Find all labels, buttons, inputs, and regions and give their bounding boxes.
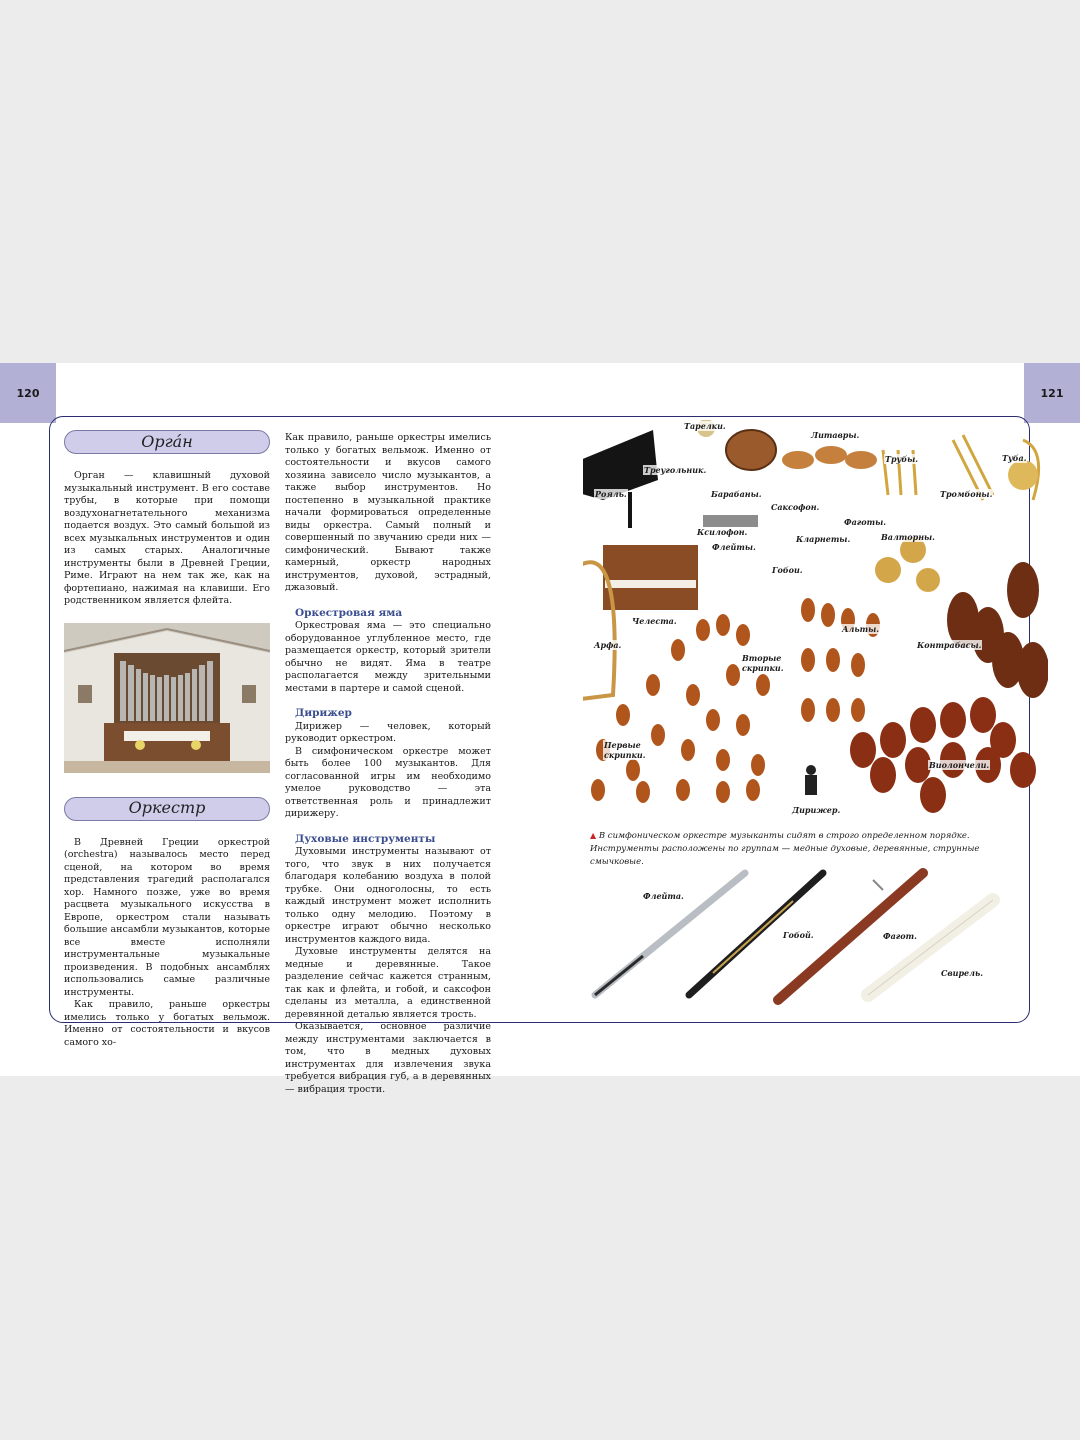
orchestra-heading: Оркестр <box>64 797 270 821</box>
label-bassoons: Фаготы. <box>844 517 886 527</box>
organ-text: Орган — клавишный духовой музыкальный инструмент. В его составе трубы, в которые при помощи воздухонагнетательного механизма подается воздух. Это самый большой из всех музыкальных инструментов и один из самых старых. Аналогичные инструменты были в Древней Греции, Риме. Играют на нем так же, как на фортепиано, нажимая на клавиши. Его родственником является флейта. <box>64 470 270 606</box>
column-middle <box>285 432 491 1096</box>
wind-instruments-illustration <box>583 865 1003 1015</box>
label-drums: Барабаны. <box>711 489 762 499</box>
caption-marker-icon: ▲ <box>590 831 597 840</box>
label-xylophone: Ксилофон. <box>697 527 748 537</box>
label-timpani: Литавры. <box>811 430 860 440</box>
label-saxophone: Саксофон. <box>771 502 820 512</box>
label-second-violins: Вторые скрипки. <box>742 653 784 673</box>
conductor-heading: Дирижер <box>295 707 352 719</box>
label-oboes: Гобои. <box>772 565 803 575</box>
label-trombones: Тромбоны. <box>940 489 993 499</box>
pit-heading: Оркестровая яма <box>295 606 403 619</box>
wind-instruments-drawing <box>583 865 1003 1015</box>
conductor-text-2: В симфоническом оркестре может быть более 100 музыкантов. Для согласованной игры им необходимо умелое руководство — эта ответственная роль и принадлежит дирижеру. <box>285 745 491 819</box>
label-cymbals: Тарелки. <box>684 421 726 431</box>
organ-photo <box>64 623 270 773</box>
label-celesta: Челеста. <box>632 616 677 626</box>
label-piano: Рояль. <box>595 489 627 499</box>
label-clarinets: Кларнеты. <box>796 534 851 544</box>
orchestra-text-1: В Древней Греции оркестрой (orchestra) называлось место перед сценой, на котором во время представления трагедий располагался хор. Намного позже, уже во время расцвета музыкального искусства в Европе, оркестром стали называть большие ансамбли музыкантов, которые все вместе исполняли инструментальные музыкальные произведения. В подобных ансамблях использовались самые различные инструменты. <box>64 836 270 998</box>
pit-text: Оркестровая яма — это специально оборудованное углубленное место, где размещается оркестр, который зрители обычно не видят. Яма в театре располагается между зрительными местами в партере и самой сценой. <box>285 620 491 694</box>
organ-illustration <box>64 623 270 773</box>
orchestra-text-2-start: Как правило, раньше оркестры имелись только у богатых вельмож. Именно от состоятельности и вкусов самого хо- <box>64 999 270 1048</box>
label-oboe: Гобой. <box>783 930 814 940</box>
label-triangle: Треугольник. <box>644 465 707 475</box>
conductor-text-1: Дирижер — человек, который руководит оркестром. <box>285 720 491 744</box>
winds-text-2: Духовые инструменты делятся на медные и деревянные. Такое разделение сейчас кажется странным, так как и флейта, и гобой, и саксофон сделаны из металла, а единственной деревянной деталью является трость. <box>285 946 491 1020</box>
label-flute: Флейта. <box>643 891 684 901</box>
page-number-left: 120 <box>0 363 56 423</box>
label-first-violins: Первые скрипки. <box>604 740 646 760</box>
label-flutes: Флейты. <box>712 542 756 552</box>
winds-heading: Духовые инструменты <box>295 832 436 845</box>
label-basses: Контрабасы. <box>917 640 982 650</box>
label-trumpets: Трубы. <box>885 454 919 464</box>
label-recorder: Свирель. <box>941 968 984 978</box>
winds-text-1: Духовыми инструменты называют от того, что звук в них получается благодаря колебанию воздуха в полой трубке. Они одноголосны, то есть каждый инструмент может исполнить только одну мелодию. Поэтому в оркестре играют обычно несколько инструментов каждого вида. <box>285 846 491 945</box>
caption-text: В симфоническом оркестре музыканты сидят в строго определенном порядке. Инструменты расположены по группам — медные духовые, деревянные, струнные смычковые. <box>590 831 980 867</box>
organ-heading: Орга́н <box>64 430 270 454</box>
column-left <box>64 430 270 1049</box>
label-horns: Валторны. <box>881 532 935 542</box>
orchestra-layout-illustration <box>583 420 1048 820</box>
label-tuba: Туба. <box>1002 453 1027 463</box>
label-bassoon: Фагот. <box>883 931 917 941</box>
figure-caption <box>590 829 1025 869</box>
winds-text-3: Оказывается, основное различие между инструментами заключается в том, что в медных духовых инструментах для извлечения звука требуется вибрация губ, а в деревянных — вибрация трости. <box>285 1021 491 1095</box>
label-harp: Арфа. <box>594 640 622 650</box>
page-number-right: 121 <box>1024 363 1080 423</box>
label-cellos: Виолончели. <box>929 760 990 770</box>
label-conductor: Дирижер. <box>792 805 841 815</box>
orchestra-text-2: Как правило, раньше оркестры имелись только у богатых вельмож. Именно от состоятельности и вкусов самого хозяина зависело число музыкантов, а также выбор инструментов. Но постепенно в музыкальной практике начали формироваться определенные виды оркестра. Самый полный и совершенный по звучанию среди них — симфонический. Бывают также камерный, оркестр народных инструментов, духовой, эстрадный, джазовый. <box>285 432 491 593</box>
label-violas: Альты. <box>842 624 880 634</box>
